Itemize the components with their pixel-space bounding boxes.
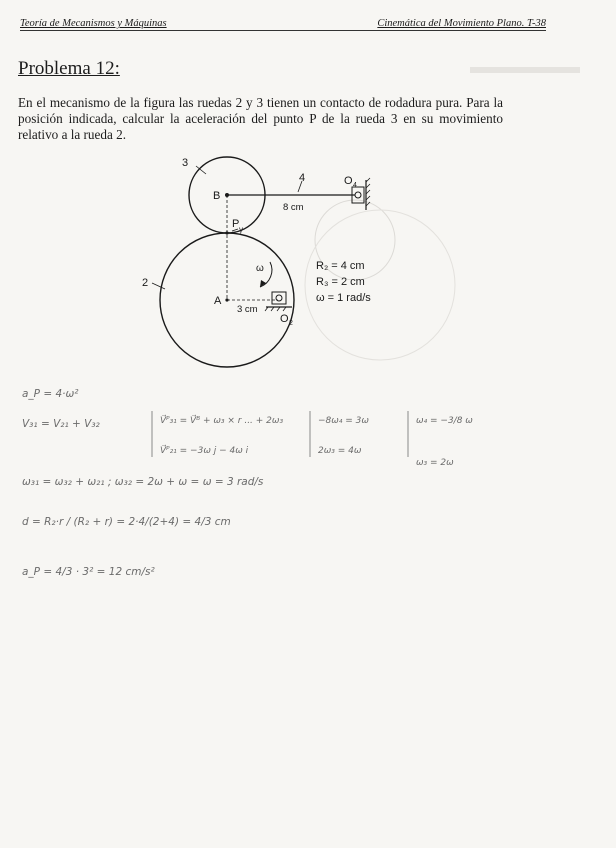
label-link-4: 4 xyxy=(299,172,306,184)
label-8cm: 8 cm xyxy=(283,202,304,213)
label-point-p: P xyxy=(232,218,240,230)
label-o2: O xyxy=(280,313,289,325)
label-wheel-3: 3 xyxy=(182,157,189,169)
hw-line-2e: 2ω₃ = 4ω xyxy=(318,446,362,456)
label-point-b: B xyxy=(213,190,221,202)
hw-line-4: d = R₂·r / (R₂ + r) = 2·4/(2+4) = 4/3 cm xyxy=(22,516,231,528)
page-header xyxy=(20,16,546,31)
handwritten-solution xyxy=(0,375,616,595)
point-a xyxy=(225,298,228,301)
label-wheel-2: 2 xyxy=(142,277,149,289)
header-course: Teoría de Mecanismos y Máquinas xyxy=(20,18,167,29)
hw-line-2c: V⃗ᴾ₂₁ = −3ω j − 4ω i xyxy=(160,446,249,456)
problem-title: Problema 12: xyxy=(18,58,120,79)
pivot-o2 xyxy=(265,292,292,311)
hw-line-2b: V⃗ᴾ₃₁ = V⃗ᴮ + ω₃ × r ... + 2ω₃ xyxy=(160,416,284,426)
label-o4: O xyxy=(344,175,353,187)
hw-line-1: a_P = 4·ω² xyxy=(22,388,79,400)
leader-2 xyxy=(152,283,165,289)
mechanism-figure xyxy=(120,152,390,372)
hw-line-2g: ω₃ = 2ω xyxy=(416,458,454,468)
label-3cm: 3 cm xyxy=(237,304,258,315)
hw-line-2a: V₃₁ = V₂₁ + V₃₂ xyxy=(22,418,100,430)
data-r2: R₂ = 4 cm xyxy=(316,260,365,272)
hw-line-3: ω₃₁ = ω₃₂ + ω₂₁ ; ω₃₂ = 2ω + ω = ω = 3 rad/s xyxy=(22,476,264,488)
data-r3: R₃ = 2 cm xyxy=(316,276,365,288)
label-gamma: γ xyxy=(239,225,243,234)
hw-line-2f: ω₄ = −3/8 ω xyxy=(416,416,473,426)
label-o2-sub: 2 xyxy=(289,320,293,327)
point-b xyxy=(225,193,229,197)
label-o4-sub: 4 xyxy=(353,182,357,189)
point-p xyxy=(225,231,228,234)
problem-statement: En el mecanismo de la figura las ruedas 2 y 3 tienen un contacto de rodadura pura. Para la posición indicada, calcular la aceleración del punto P de la rueda 3 en su movimiento relativo a la rueda 2. xyxy=(18,95,503,142)
label-omega: ω xyxy=(256,263,264,274)
header-section: Cinemática del Movimiento Plano. T-38 xyxy=(377,18,546,29)
hw-line-2d: −8ω₄ = 3ω xyxy=(318,416,369,426)
label-point-a: A xyxy=(214,295,222,307)
hw-line-5: a_P = 4/3 · 3² = 12 cm/s² xyxy=(22,566,155,578)
data-omega: ω = 1 rad/s xyxy=(316,292,371,304)
